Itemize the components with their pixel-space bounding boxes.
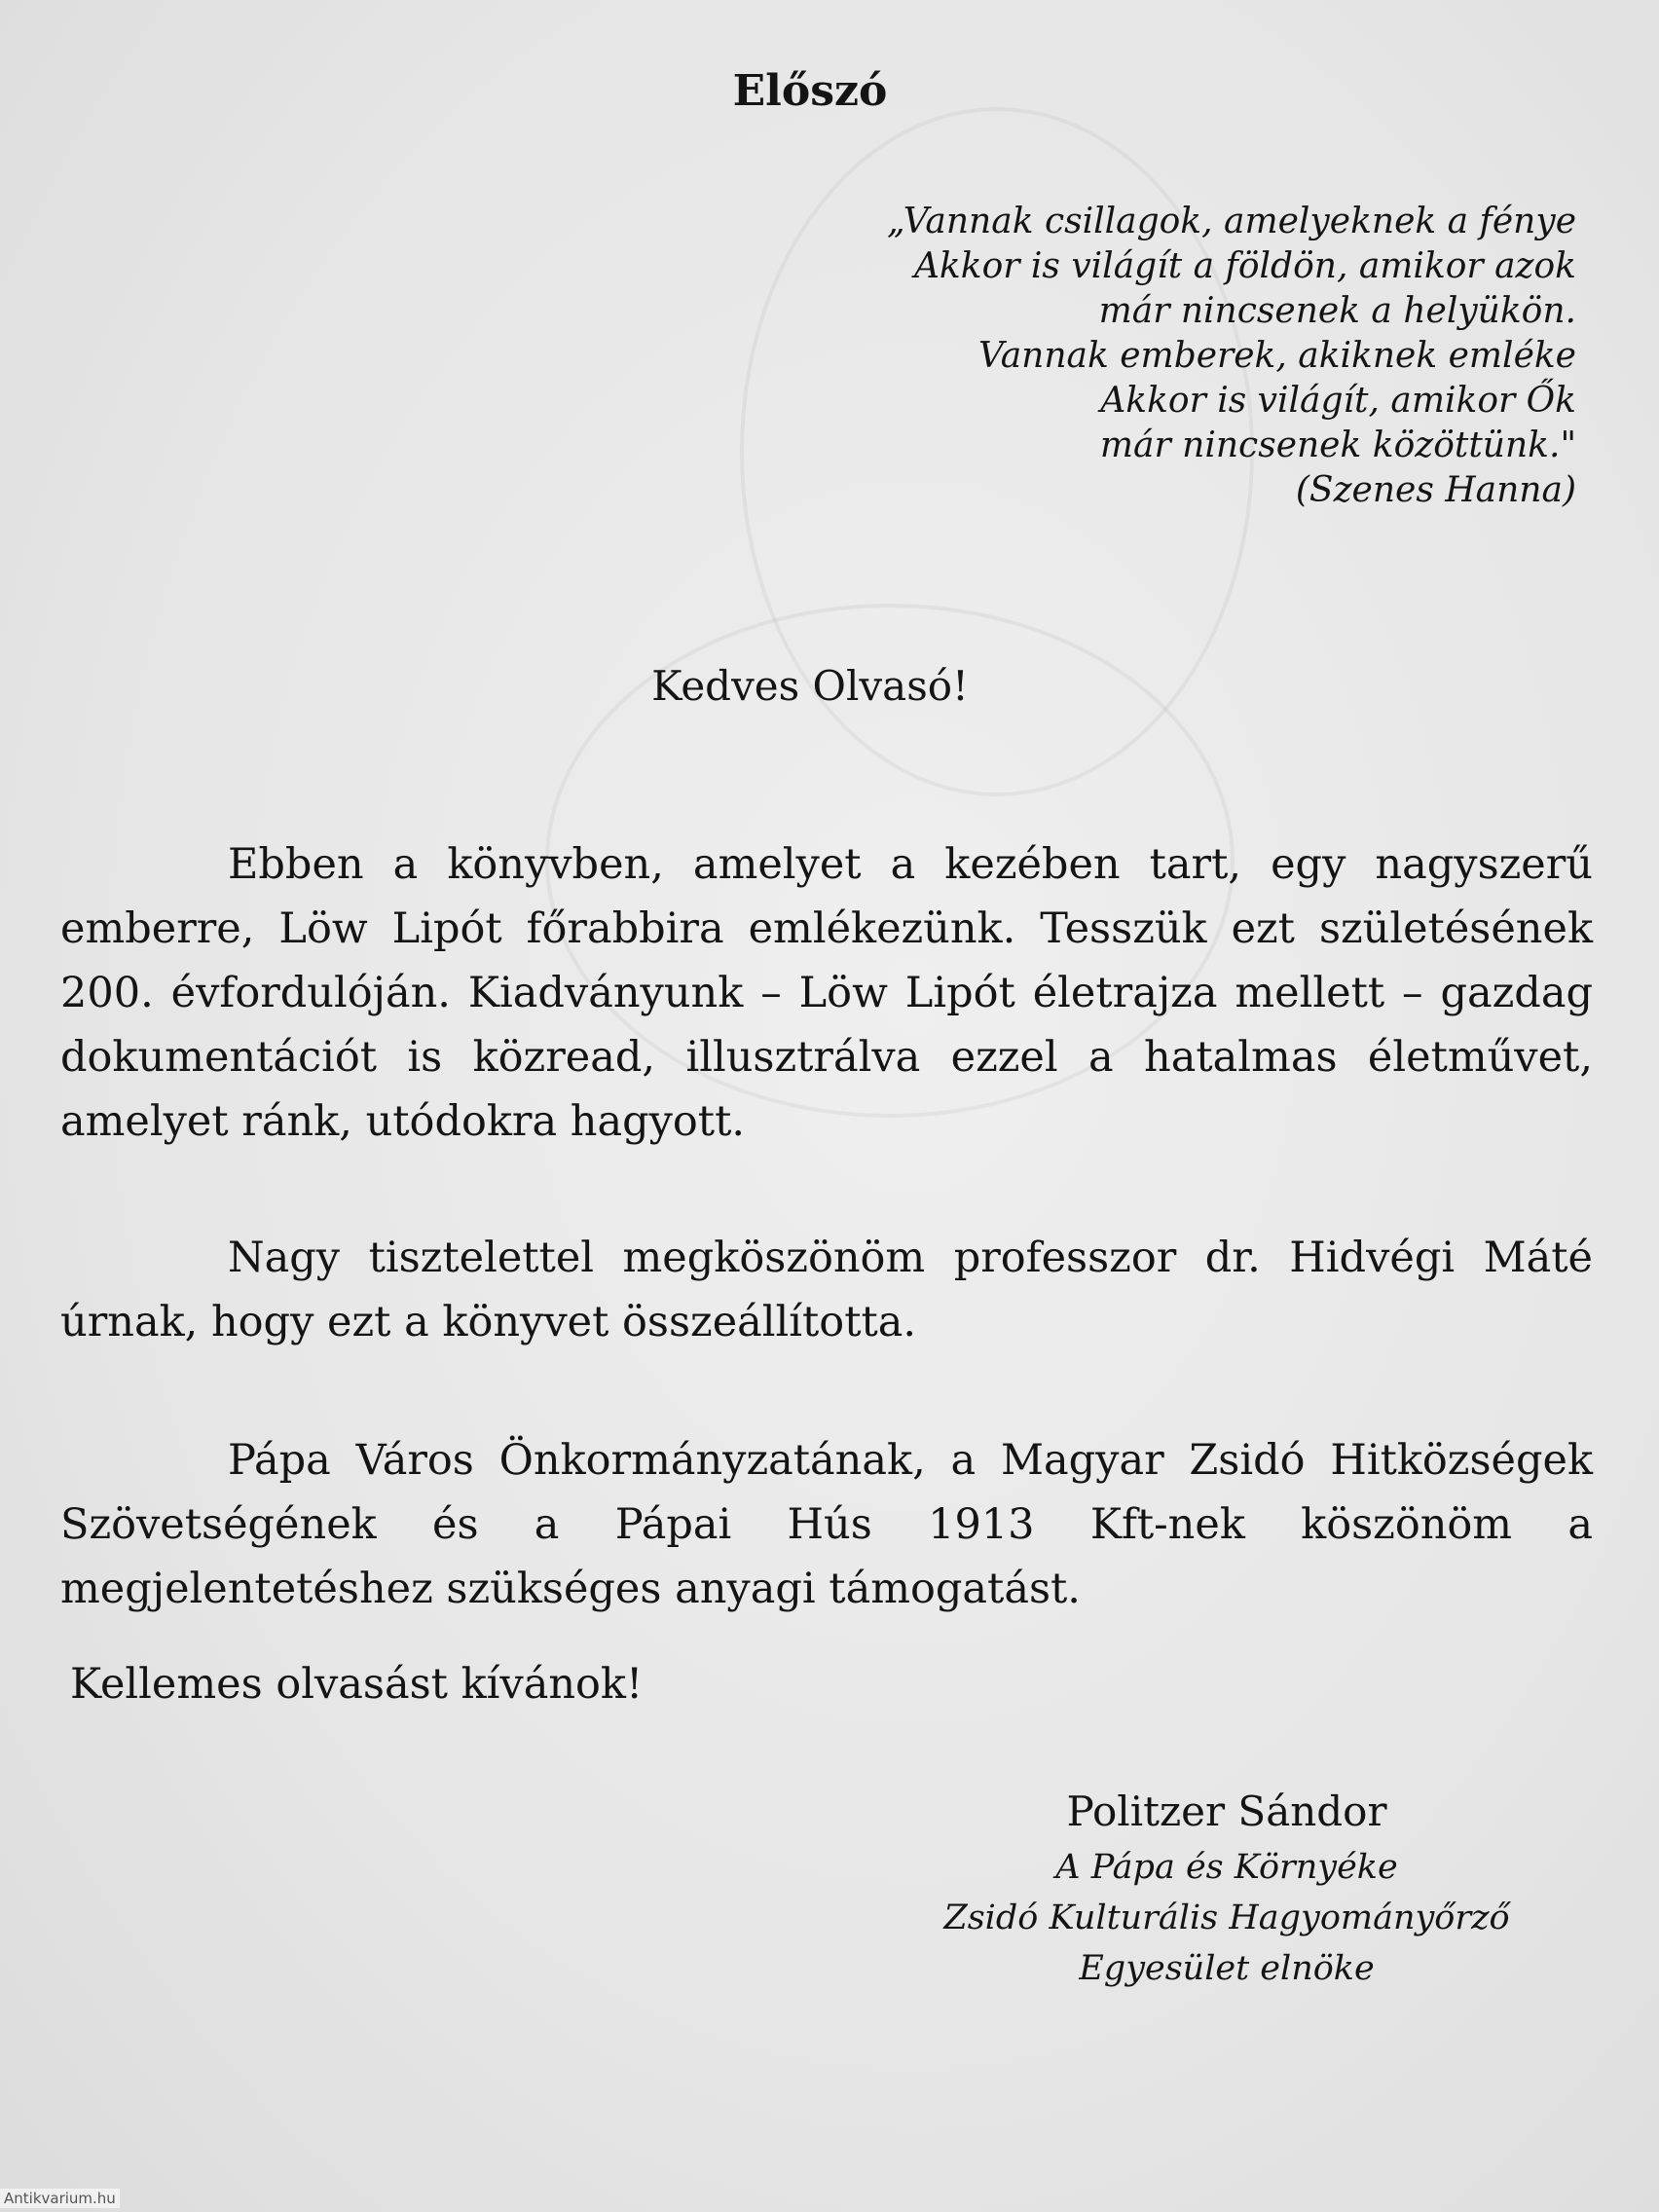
paragraph: Nagy tisztelettel megköszönöm professzor dr. Hidvégi Máté úrnak, hogy ezt a könyvet összeállította. xyxy=(60,1234,1593,1346)
epigraph-line: Vannak emberek, akiknek emléke xyxy=(978,336,1576,376)
signature-block xyxy=(915,1782,1538,1994)
greeting: Kedves Olvasó! xyxy=(651,662,969,710)
page-title: Előszó xyxy=(732,66,888,116)
paragraph: Pápa Város Önkormányzatának, a Magyar Zsidó Hitközségek Szövetségének és a Pápai Hús 1913 Kft-nek köszönöm a megjelentetéshez szükséges anyagi támogatást. xyxy=(60,1436,1593,1613)
paragraph: Ebben a könyvben, amelyet a kezében tart, egy nagyszerű emberre, Löw Lipót főrabbira emlékezünk. Tesszük ezt születésének 200. évfordulóján. Kiadványunk – Löw Lipót életrajza mellett – gazdag dokumentációt is közread, illusztrálva ezzel a hatalmas életművet, amelyet ránk, utódokra hagyott. xyxy=(60,840,1593,1146)
signatory-title-line: A Pápa és Környéke xyxy=(1055,1848,1398,1887)
signatory-name: Politzer Sándor xyxy=(1066,1788,1387,1835)
watermark: Antikvarium.hu xyxy=(0,2189,120,2208)
epigraph-line: már nincsenek a helyükön. xyxy=(1098,291,1576,331)
epigraph-line: Akkor is világít a földön, amikor azok xyxy=(913,246,1576,286)
signatory-title-line: Zsidó Kulturális Hagyományőrző xyxy=(943,1899,1510,1937)
signatory-title-line: Egyesület elnöke xyxy=(1079,1949,1375,1988)
epigraph-line: Akkor is világít, amikor Ők xyxy=(1100,381,1576,421)
closing-line: Kellemes olvasást kívánok! xyxy=(70,1660,644,1709)
epigraph-line: „Vannak csillagok, amelyeknek a fénye xyxy=(887,202,1576,241)
epigraph-line: már nincsenek közöttünk." xyxy=(1099,425,1576,465)
epigraph xyxy=(700,200,1576,513)
epigraph-attribution: (Szenes Hanna) xyxy=(1295,470,1576,510)
